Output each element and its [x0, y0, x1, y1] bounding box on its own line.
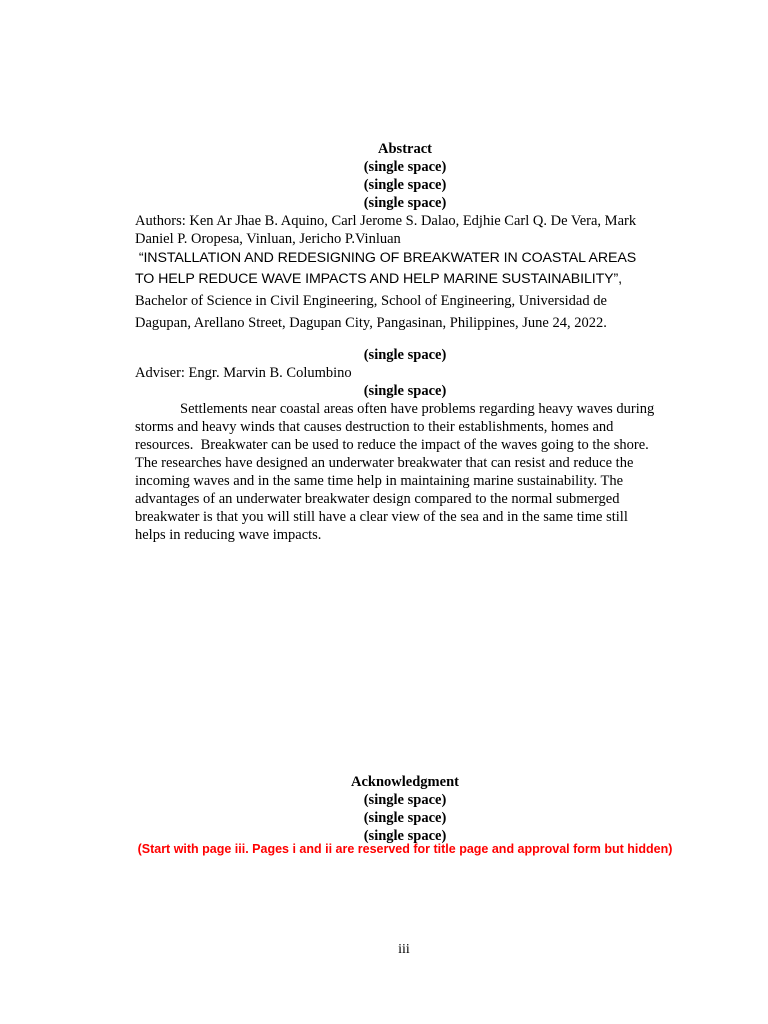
abstract-body-line: breakwater is that you will still have a clear view of the sea and in the same time still [135, 509, 628, 525]
acknowledgment-spacer-2: (single space) [363, 810, 447, 826]
acknowledgment-spacer-3: (single space) [363, 828, 447, 844]
abstract-body-line: Settlements near coastal areas often have problems regarding heavy waves during [180, 401, 655, 417]
authors-line-1: Authors: Ken Ar Jhae B. Aquino, Carl Jerome S. Dalao, Edjhie Carl Q. De Vera, Mark [135, 213, 637, 229]
abstract-body-line: incoming waves and in the same time help in maintaining marine sustainability. The [135, 473, 624, 489]
abstract-spacer-1: (single space) [363, 159, 447, 175]
affiliation-line-1: Bachelor of Science in Civil Engineering, School of Engineering, Universidad de [135, 293, 607, 309]
page-start-note: (Start with page iii. Pages i and ii are reserved for title page and approval form but hidden) [137, 842, 673, 856]
abstract-spacer-2: (single space) [363, 177, 447, 193]
authors-line-2: Daniel P. Oropesa, Vinluan, Jericho P.Vinluan [135, 231, 401, 247]
abstract-spacer-3: (single space) [363, 195, 447, 211]
abstract-body [135, 400, 675, 544]
acknowledgment-spacer-1: (single space) [363, 792, 447, 808]
spacer-after-adviser: (single space) [363, 383, 447, 399]
thesis-title-line-2: TO HELP REDUCE WAVE IMPACTS AND HELP MARINE SUSTAINABILITY”, [135, 271, 622, 287]
page-number: iii [398, 942, 410, 957]
abstract-body-line: storms and heavy winds that causes destruction to their establishments, homes and [135, 419, 614, 435]
abstract-heading: Abstract [378, 141, 432, 157]
abstract-body-line: resources. Breakwater can be used to reduce the impact of the waves going to the shore. [135, 437, 649, 453]
adviser-line: Adviser: Engr. Marvin B. Columbino [135, 365, 352, 381]
affiliation-line-2: Dagupan, Arellano Street, Dagupan City, Pangasinan, Philippines, June 24, 2022. [135, 315, 607, 331]
abstract-body-line: The researches have designed an underwater breakwater that can resist and reduce the [135, 455, 634, 471]
acknowledgment-heading: Acknowledgment [351, 774, 459, 790]
abstract-body-line: helps in reducing wave impacts. [135, 527, 322, 543]
abstract-body-line: advantages of an underwater breakwater design compared to the normal submerged [135, 491, 620, 507]
spacer-after-affiliation: (single space) [363, 347, 447, 363]
thesis-title-line-1: “INSTALLATION AND REDESIGNING OF BREAKWATER IN COASTAL AREAS [135, 250, 637, 266]
